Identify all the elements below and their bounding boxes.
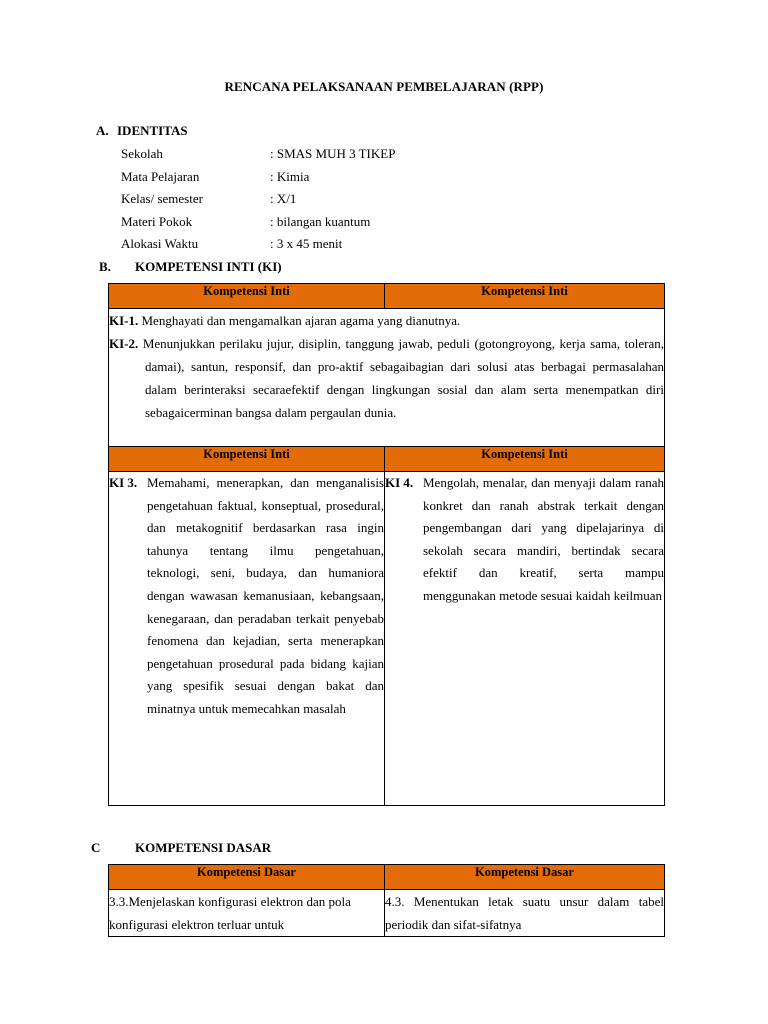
- identity-key: Alokasi Waktu: [121, 236, 199, 251]
- kd-header-row: [109, 865, 665, 890]
- ki-3-cell: [109, 472, 385, 806]
- page-title: RENCANA PELAKSANAAN PEMBELAJARAN (RPP): [224, 79, 544, 94]
- ki-4-number: KI 4.: [385, 475, 414, 490]
- identity-row-time: [121, 233, 342, 255]
- identity-value: : Kimia: [270, 169, 310, 184]
- ki-header-row: [109, 284, 665, 309]
- ki-header-right-2: Kompetensi Inti: [385, 447, 665, 472]
- identity-value: : bilangan kuantum: [270, 214, 371, 229]
- ki-2: [109, 332, 664, 424]
- ki-1: [109, 309, 664, 332]
- identity-row-subject: [121, 166, 309, 188]
- identity-key: Materi Pokok: [121, 214, 193, 229]
- identity-key: Mata Pelajaran: [121, 169, 200, 184]
- identity-key: Kelas/ semester: [121, 191, 203, 206]
- ki-header-left: Kompetensi Inti: [109, 284, 385, 309]
- ki-3-number: KI 3.: [109, 475, 138, 490]
- ki-4-cell: [385, 472, 665, 806]
- identity-key: Sekolah: [121, 146, 163, 161]
- identity-row-topic: [121, 211, 370, 233]
- ki-table: [108, 283, 665, 806]
- section-c-title: KOMPETENSI DASAR: [135, 840, 272, 855]
- ki-header-left-2: Kompetensi Inti: [109, 447, 385, 472]
- identity-value: : 3 x 45 menit: [270, 236, 343, 251]
- identity-value: : X/1: [270, 191, 297, 206]
- ki-3-4-row: [109, 472, 665, 806]
- ki-1-text: Menghayati dan mengamalkan ajaran agama yang dianutnya.: [138, 313, 461, 328]
- section-b-label: B.: [99, 259, 111, 274]
- kd-header-left: Kompetensi Dasar: [109, 865, 385, 890]
- section-b-title: KOMPETENSI INTI (KI): [135, 259, 282, 274]
- section-a-label: A.: [96, 123, 109, 138]
- identity-row-class: [121, 188, 296, 210]
- ki-1-number: KI-1.: [109, 313, 139, 328]
- ki-2-number: KI-2.: [109, 336, 139, 351]
- identity-value: : SMAS MUH 3 TIKEP: [270, 146, 396, 161]
- ki-4-text: Mengolah, menalar, dan menyaji dalam ranah konkret dan ranah abstrak terkait dengan pengembangan dari yang dipelajarinya di sekolah secara mandiri, bertindak secara efektif dan kreatif, serta mampu menggunakan metode sesuai kaidah keilmuan: [423, 475, 664, 603]
- section-a-title: IDENTITAS: [117, 123, 188, 138]
- ki-1-2-cell: [109, 309, 665, 447]
- ki-header-row-2: [109, 447, 665, 472]
- ki-header-right: Kompetensi Inti: [385, 284, 665, 309]
- kd-table: [108, 864, 665, 937]
- section-a-heading: [96, 123, 188, 139]
- section-c-heading: [91, 840, 271, 856]
- section-c-label: C: [91, 840, 101, 855]
- ki-3-text: Memahami, menerapkan, dan menganalisis pengetahuan faktual, konseptual, prosedural, dan metakognitif berdasarkan rasa ingin tahunya tentang ilmu pengetahuan, teknologi, seni, budaya, dan humaniora dengan wawasan kemanusiaan, kebangsaan, kenegaraan, dan peradaban terkait penyebab fenomena dan kejadian, serta menerapkan pengetahuan prosedural pada bidang kajian yang spesifik sesuai dengan bakat dan minatnya untuk memecahkan masalah: [147, 475, 384, 716]
- kd-3-3-cell: 3.3.Menjelaskan konfigurasi elektron dan pola konfigurasi elektron terluar untuk: [109, 890, 385, 937]
- kd-row: [109, 890, 665, 937]
- ki-2-text: Menunjukkan perilaku jujur, disiplin, tanggung jawab, peduli (gotongroyong, kerja sama, toleran, damai), santun, responsif, dan pro-aktif sebagaibagian dari solusi atas berbagai permasalahan dalam berinteraksi secaraefektif dengan lingkungan sosial dan alam serta menempatkan diri sebagaicerminan bangsa dalam pergaulan dunia.: [138, 336, 664, 420]
- section-b-heading: [99, 259, 282, 275]
- kd-4-3-cell: 4.3. Menentukan letak suatu unsur dalam tabel periodik dan sifat-sifatnya: [385, 890, 665, 937]
- identity-row-school: [121, 143, 395, 165]
- kd-header-right: Kompetensi Dasar: [385, 865, 665, 890]
- ki-1-2-row: [109, 309, 665, 447]
